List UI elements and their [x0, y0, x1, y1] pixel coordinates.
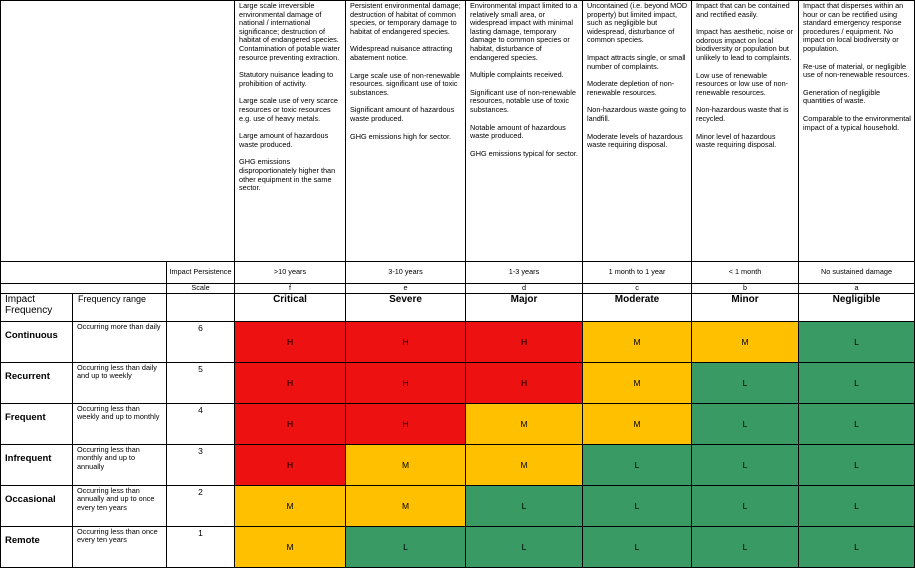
severity-major: Major: [466, 294, 583, 322]
description-paragraph: Uncontained (i.e. beyond MOD property) but limited impact, such as negligible but widespread, disturbance of common species.: [587, 1, 688, 45]
description-paragraph: Environmental impact limited to a relatively small area, or widespread impact with minimal lasting damage, temporary damage to common species or habitat, disturbance of endangered species.: [470, 1, 578, 62]
persistence-major: 1-3 years: [466, 262, 583, 284]
severity-critical: Critical: [235, 294, 346, 322]
description-paragraph: Significant use of non-renewable resources, notable use of toxic substances.: [470, 87, 576, 114]
description-paragraph: Notable amount of hazardous waste produced.: [470, 122, 566, 141]
description-paragraph: GHG emissions disproportionately higher than other equipment in the same sector.: [239, 157, 336, 193]
frequency-row-continuous: [1, 322, 915, 363]
risk-cell-infrequent-severe: M: [346, 445, 466, 486]
description-paragraph: Large scale use of non-renewable resources. significant use of toxic substances.: [350, 70, 460, 97]
description-paragraph: Moderate depletion of non-renewable resources.: [587, 79, 675, 97]
frequency-range: Occurring less than daily and up to weekly: [73, 363, 167, 404]
risk-cell-remote-negligible: L: [799, 527, 915, 568]
description-paragraph: Impact attracts single, or small number of complaints.: [587, 52, 686, 71]
scale-letter-a: a: [799, 284, 915, 294]
frequency-range: Occurring more than daily: [73, 322, 167, 363]
description-paragraph: Impact that can be contained and rectified easily.: [696, 1, 790, 19]
description-paragraph: Non-hazardous waste that is recycled.: [696, 105, 789, 123]
risk-cell-recurrent-major: H: [466, 363, 583, 404]
persistence-moderate: 1 month to 1 year: [583, 262, 692, 284]
description-paragraph: Statutory nuisance leading to prohibition of activity.: [239, 70, 334, 88]
frequency-range: Occurring less than monthly and up to annually: [73, 445, 167, 486]
description-paragraph: Moderate levels of hazardous waste requiring disposal.: [587, 131, 683, 150]
desc-negligible: [799, 1, 915, 262]
impact-persistence-label: Impact Persistence: [167, 262, 235, 284]
risk-cell-occasional-critical: M: [235, 486, 346, 527]
scale-row: [1, 284, 915, 294]
blank-header: [167, 294, 235, 322]
desc-severe: [346, 1, 466, 262]
risk-cell-frequent-moderate: M: [583, 404, 692, 445]
description-paragraph: Impact that disperses within an hour or can be rectified using standard emergency response procedures / equipment. No impact on local biodiversity or population.: [803, 1, 904, 53]
frequency-scale: 2: [167, 486, 235, 527]
risk-cell-recurrent-negligible: L: [799, 363, 915, 404]
risk-cell-occasional-major: L: [466, 486, 583, 527]
severity-negligible: Negligible: [799, 294, 915, 322]
risk-cell-infrequent-major: M: [466, 445, 583, 486]
frequency-row-occasional: [1, 486, 915, 527]
frequency-range: Occurring less than once every ten years: [73, 527, 167, 568]
frequency-name: Frequent: [1, 404, 73, 445]
frequency-scale: 6: [167, 322, 235, 363]
risk-cell-occasional-moderate: L: [583, 486, 692, 527]
frequency-name: Recurrent: [1, 363, 73, 404]
risk-cell-infrequent-critical: H: [235, 445, 346, 486]
description-paragraph: Large scale use of very scarce resources or toxic resources e.g. use of heavy metals.: [239, 96, 338, 123]
frequency-scale: 3: [167, 445, 235, 486]
description-row: [1, 1, 915, 262]
risk-cell-continuous-severe: H: [346, 322, 466, 363]
frequency-range: Occurring less than annually and up to once every ten years: [73, 486, 167, 527]
risk-cell-recurrent-moderate: M: [583, 363, 692, 404]
persistence-row: [1, 262, 915, 284]
frequency-row-infrequent: [1, 445, 915, 486]
risk-cell-recurrent-critical: H: [235, 363, 346, 404]
frequency-range-header: Frequency range: [73, 294, 167, 322]
risk-cell-occasional-negligible: L: [799, 486, 915, 527]
description-paragraph: Re-use of material, or negligible use of non-renewable resources.: [803, 61, 910, 80]
scale-letter-d: d: [466, 284, 583, 294]
description-paragraph: Significant amount of hazardous waste produced.: [350, 105, 455, 123]
risk-cell-frequent-severe: H: [346, 404, 466, 445]
blank-corner: [1, 1, 235, 262]
risk-cell-infrequent-moderate: L: [583, 445, 692, 486]
desc-moderate: [583, 1, 692, 262]
severity-severe: Severe: [346, 294, 466, 322]
frequency-row-recurrent: [1, 363, 915, 404]
risk-cell-remote-moderate: L: [583, 527, 692, 568]
severity-moderate: Moderate: [583, 294, 692, 322]
description-paragraph: Multiple complaints received.: [470, 70, 564, 80]
blank-scale: [1, 284, 167, 294]
risk-cell-occasional-minor: L: [692, 486, 799, 527]
frequency-name: Infrequent: [1, 445, 73, 486]
scale-letter-c: c: [583, 284, 692, 294]
desc-major: [466, 1, 583, 262]
risk-cell-infrequent-negligible: L: [799, 445, 915, 486]
frequency-name: Continuous: [1, 322, 73, 363]
description-paragraph: Non-hazardous waste going to landfill.: [587, 105, 686, 123]
description-paragraph: Comparable to the environmental impact of a typical household.: [803, 113, 911, 132]
persistence-critical: >10 years: [235, 262, 346, 284]
frequency-name: Occasional: [1, 486, 73, 527]
persistence-negligible: No sustained damage: [799, 262, 915, 284]
risk-cell-occasional-severe: M: [346, 486, 466, 527]
description-paragraph: Low use of renewable resources or low use of non-renewable resources.: [696, 70, 789, 97]
persistence-severe: 3-10 years: [346, 262, 466, 284]
risk-cell-remote-critical: M: [235, 527, 346, 568]
risk-cell-recurrent-severe: H: [346, 363, 466, 404]
frequency-range: Occurring less than weekly and up to monthly: [73, 404, 167, 445]
risk-cell-frequent-major: M: [466, 404, 583, 445]
frequency-row-remote: [1, 527, 915, 568]
blank-persist: [1, 262, 167, 284]
risk-cell-continuous-negligible: L: [799, 322, 915, 363]
risk-cell-remote-minor: L: [692, 527, 799, 568]
description-paragraph: Impact has aesthetic, noise or odorous impact on local biodiversity or population but unlikely to lead to complaints.: [696, 27, 793, 62]
risk-cell-continuous-major: H: [466, 322, 583, 363]
risk-cell-frequent-negligible: L: [799, 404, 915, 445]
risk-cell-frequent-critical: H: [235, 404, 346, 445]
scale-letter-b: b: [692, 284, 799, 294]
scale-letter-f: f: [235, 284, 346, 294]
description-paragraph: Large scale irreversible environmental damage of national / international significance; destruction of habitat of endangered species. Contamination of potable water resource preventing extraction.: [239, 1, 341, 62]
desc-minor: [692, 1, 799, 262]
description-paragraph: Persistent environmental damage; destruction of habitat of common species, or temporary damage to habitat of endangered species.: [350, 1, 461, 36]
risk-cell-continuous-minor: M: [692, 322, 799, 363]
impact-frequency-header: Impact Frequency: [1, 294, 73, 322]
severity-minor: Minor: [692, 294, 799, 322]
frequency-scale: 5: [167, 363, 235, 404]
header-row: [1, 294, 915, 322]
risk-cell-frequent-minor: L: [692, 404, 799, 445]
scale-label: Scale: [167, 284, 235, 294]
description-paragraph: Generation of negligible quantities of waste.: [803, 87, 881, 106]
risk-cell-recurrent-minor: L: [692, 363, 799, 404]
frequency-scale: 4: [167, 404, 235, 445]
description-paragraph: GHG emissions high for sector.: [350, 131, 451, 141]
desc-critical: [235, 1, 346, 262]
risk-cell-remote-major: L: [466, 527, 583, 568]
persistence-minor: < 1 month: [692, 262, 799, 284]
risk-cell-continuous-moderate: M: [583, 322, 692, 363]
description-paragraph: GHG emissions typical for sector.: [470, 148, 578, 158]
risk-cell-infrequent-minor: L: [692, 445, 799, 486]
frequency-row-frequent: [1, 404, 915, 445]
description-paragraph: Widespread nuisance attracting abatement notice.: [350, 44, 453, 62]
risk-cell-continuous-critical: H: [235, 322, 346, 363]
frequency-scale: 1: [167, 527, 235, 568]
risk-cell-remote-severe: L: [346, 527, 466, 568]
scale-letter-e: e: [346, 284, 466, 294]
description-paragraph: Minor level of hazardous waste requiring disposal.: [696, 131, 777, 150]
description-paragraph: Large amount of hazardous waste produced.: [239, 131, 329, 149]
frequency-name: Remote: [1, 527, 73, 568]
